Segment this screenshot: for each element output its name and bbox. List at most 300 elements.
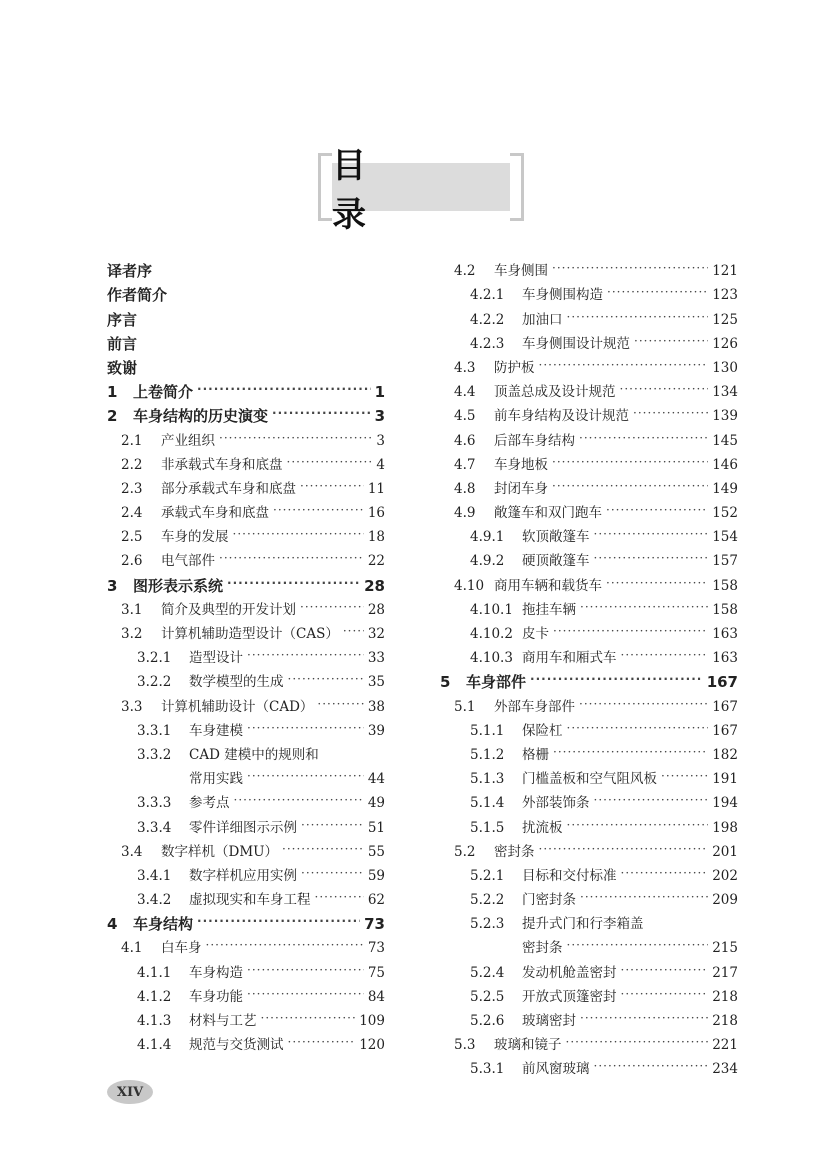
- toc-entry-number: 4.6: [454, 432, 476, 449]
- dot-leader: [288, 1033, 356, 1051]
- dot-leader: [247, 719, 364, 737]
- toc-entry-number: 4.2.2: [470, 311, 505, 328]
- toc-entry[interactable]: [107, 957, 385, 981]
- dot-leader: [580, 888, 708, 906]
- toc-entry[interactable]: [440, 1030, 738, 1054]
- dot-leader: [661, 767, 708, 785]
- toc-entry-label: 上卷简介: [133, 383, 194, 402]
- toc-entry-label: 软顶敞篷车: [522, 529, 590, 546]
- dot-leader: [606, 501, 708, 519]
- toc-entry-label: 开放式顶篷密封: [522, 988, 617, 1005]
- dot-leader: [621, 961, 709, 979]
- toc-entry-page: 202: [712, 867, 738, 884]
- toc-entry-number: 4.1.2: [137, 988, 172, 1005]
- toc-entry-label: 扰流板: [522, 819, 563, 836]
- toc-entry-label: 加油口: [522, 311, 563, 328]
- toc-entry[interactable]: [440, 957, 738, 981]
- toc-entry[interactable]: [440, 522, 738, 546]
- toc-title-frame: [318, 146, 524, 235]
- toc-entry-label: 车身的发展: [161, 529, 229, 546]
- toc-entry-number: 3.4.2: [137, 892, 172, 909]
- dot-leader: [197, 912, 360, 930]
- toc-entry-number: 4.9.2: [470, 553, 505, 570]
- toc-entry[interactable]: [440, 909, 738, 933]
- toc-entry-number: 2.2: [121, 456, 143, 473]
- toc-entry-number: 3.3: [121, 698, 143, 715]
- toc-entry-number: 4.3: [454, 359, 476, 376]
- toc-entry-number: 4.8: [454, 480, 476, 497]
- toc-entry-page: 44: [367, 771, 385, 788]
- toc-entry[interactable]: [107, 619, 385, 643]
- toc-entry-label: 规范与交货测试: [189, 1037, 284, 1054]
- dot-leader: [594, 549, 709, 567]
- toc-entry-number: 5.3.1: [470, 1061, 505, 1078]
- toc-entry-page: 16: [367, 505, 385, 522]
- toc-entry-number: 4.10: [454, 577, 485, 594]
- toc-entry-number: 2.4: [121, 505, 143, 522]
- toc-entry-label: 密封条: [494, 843, 535, 860]
- toc-entry-page: 62: [367, 892, 385, 909]
- toc-entry-label: 造型设计: [189, 650, 243, 667]
- toc-entry-label: 图形表示系统: [133, 576, 224, 595]
- toc-entry-number: 2: [107, 407, 118, 426]
- dot-leader: [247, 961, 364, 979]
- toc-entry-label: 后部车身结构: [494, 432, 575, 449]
- toc-entry-label: 硬顶敞篷车: [522, 553, 590, 570]
- toc-entry-label: 顶盖总成及设计规范: [494, 384, 616, 401]
- toc-entry[interactable]: [107, 764, 385, 788]
- toc-entry-label: 门槛盖板和空气阻风板: [522, 771, 657, 788]
- toc-entry[interactable]: [440, 837, 738, 861]
- toc-entry-page: 215: [712, 940, 738, 957]
- toc-entry-page: 55: [367, 843, 385, 860]
- toc-entry-label: 车身侧围: [494, 263, 548, 280]
- dot-leader: [552, 477, 708, 495]
- toc-entry[interactable]: [440, 1054, 738, 1078]
- toc-entry-page: 39: [367, 722, 385, 739]
- toc-entry-number: 5.1.1: [470, 722, 505, 739]
- toc-entry[interactable]: [107, 329, 385, 353]
- toc-entry-page: 134: [712, 384, 738, 401]
- toc-entry-number: 3.4: [121, 843, 143, 860]
- dot-leader: [567, 936, 709, 954]
- toc-entry-page: 167: [712, 722, 738, 739]
- toc-entry-label: 密封条: [522, 940, 563, 957]
- toc-entry-label: 车身构造: [189, 964, 243, 981]
- toc-entry-page: 221: [712, 1037, 738, 1054]
- dot-leader: [621, 864, 709, 882]
- toc-entry-label: 白车身: [161, 940, 202, 957]
- toc-entry[interactable]: [107, 1030, 385, 1054]
- toc-entry-label: 承载式车身和底盘: [161, 505, 269, 522]
- toc-entry[interactable]: [107, 280, 385, 304]
- toc-entry[interactable]: [440, 716, 738, 740]
- toc-entry-number: 5.1.5: [470, 819, 505, 836]
- toc-entry-number: 4.9.1: [470, 529, 505, 546]
- dot-leader: [553, 743, 708, 761]
- toc-entry-label: 拖挂车辆: [522, 601, 576, 618]
- toc-entry-page: 139: [712, 408, 738, 425]
- toc-entry-page: 182: [712, 746, 738, 763]
- toc-entry-number: 2.1: [121, 432, 143, 449]
- toc-entry-number: 4.7: [454, 456, 476, 473]
- toc-entry-number: 5.2.2: [470, 892, 505, 909]
- dot-leader: [206, 936, 364, 954]
- dot-leader: [219, 429, 372, 447]
- dot-leader: [219, 549, 364, 567]
- dot-leader: [300, 477, 364, 495]
- toc-entry[interactable]: [107, 377, 385, 401]
- toc-entry-number: 1: [107, 383, 118, 402]
- toc-entry-label: 玻璃和镜子: [494, 1037, 562, 1054]
- dot-leader: [594, 525, 709, 543]
- toc-entry[interactable]: [107, 691, 385, 715]
- toc-entry-label: 数字样机应用实例: [189, 867, 297, 884]
- toc-entry[interactable]: [107, 522, 385, 546]
- toc-entry[interactable]: [440, 474, 738, 498]
- toc-entry-number: 4.5: [454, 408, 476, 425]
- dot-leader: [621, 985, 709, 1003]
- toc-entry[interactable]: [440, 764, 738, 788]
- toc-entry-label: 产业组织: [161, 432, 215, 449]
- toc-entry-label: 计算机辅助设计（CAD）: [161, 698, 314, 715]
- dot-leader: [539, 840, 709, 858]
- dot-leader: [579, 429, 708, 447]
- toc-entry-page: 4: [376, 456, 385, 473]
- dot-leader: [288, 670, 364, 688]
- toc-entry-label: 零件详细图示示例: [189, 819, 297, 836]
- toc-entry-page: 18: [367, 529, 385, 546]
- toc-entry-label: 数学模型的生成: [189, 674, 284, 691]
- toc-entry-number: 5.2: [454, 843, 476, 860]
- toc-entry[interactable]: [440, 546, 738, 570]
- toc-entry-number: 3.2: [121, 626, 143, 642]
- toc-entry-page: 51: [367, 819, 385, 836]
- dot-leader: [197, 380, 371, 398]
- toc-entry-page: 1: [374, 383, 385, 402]
- toc-entry-label: 车身功能: [189, 988, 243, 1005]
- toc-entry-page: 234: [712, 1061, 738, 1078]
- dot-leader: [620, 380, 709, 398]
- toc-entry-page: 3: [374, 407, 385, 426]
- toc-entry-label: 封闭车身: [494, 480, 548, 497]
- toc-entry[interactable]: [440, 643, 738, 667]
- toc-entry[interactable]: [440, 329, 738, 353]
- dot-leader: [539, 356, 709, 374]
- toc-entry-label: 皮卡: [522, 626, 549, 642]
- toc-entry-page: 154: [712, 529, 738, 546]
- toc-entry-page: 75: [367, 964, 385, 981]
- toc-entry-label: 车身建模: [189, 722, 243, 739]
- toc-entry-page: 22: [367, 553, 385, 570]
- toc-entry[interactable]: [107, 570, 385, 594]
- toc-entry-page: 38: [367, 698, 385, 715]
- toc-entry-label: 商用车和厢式车: [522, 650, 617, 667]
- toc-entry-label: 虚拟现实和车身工程: [189, 892, 311, 909]
- toc-entry[interactable]: [107, 498, 385, 522]
- toc-entry-page: 149: [712, 480, 738, 497]
- toc-entry-page: 218: [712, 988, 738, 1005]
- dot-leader: [343, 622, 364, 640]
- toc-entry-label: 作者简介: [107, 286, 168, 305]
- dot-leader: [247, 767, 364, 785]
- dot-leader: [301, 864, 364, 882]
- toc-entry-number: 5.2.5: [470, 988, 505, 1005]
- toc-entry-label: 译者序: [107, 262, 153, 281]
- toc-entry-page: 209: [712, 892, 738, 909]
- toc-entry-page: 167: [706, 673, 738, 692]
- toc-entry[interactable]: [440, 667, 738, 691]
- toc-entry-label: 目标和交付标准: [522, 867, 617, 884]
- toc-entry-label: 前言: [107, 334, 138, 353]
- toc-entry[interactable]: [107, 885, 385, 909]
- toc-entry-page: 217: [712, 964, 738, 981]
- dot-leader: [579, 695, 708, 713]
- toc-entry-label: 电气部件: [161, 553, 215, 570]
- toc-entry-page: 59: [367, 867, 385, 884]
- toc-entry-number: 3.2.2: [137, 674, 172, 691]
- toc-entry-number: 3.3.2: [137, 746, 172, 763]
- toc-entry[interactable]: [440, 812, 738, 836]
- toc-entry-page: 146: [712, 456, 738, 473]
- toc-entry[interactable]: [107, 861, 385, 885]
- toc-entry-label: 车身部件: [466, 673, 527, 692]
- dot-leader: [287, 453, 373, 471]
- toc-entry-label: 前车身结构及设计规范: [494, 408, 629, 425]
- toc-entry-page: 28: [367, 601, 385, 618]
- toc-entry[interactable]: [440, 933, 738, 957]
- toc-entry-number: 5.1: [454, 698, 476, 715]
- toc-entry[interactable]: [440, 450, 738, 474]
- toc-entry-label: 提升式门和行李箱盖: [522, 916, 644, 933]
- toc-entry-page: 109: [359, 1013, 385, 1029]
- toc-entry[interactable]: [440, 1006, 738, 1030]
- toc-entry-number: 3.3.1: [137, 722, 172, 739]
- toc-entry-page: 201: [712, 843, 738, 860]
- toc-entry-number: 4.9: [454, 505, 476, 522]
- toc-entry-number: 4.10.2: [470, 626, 513, 642]
- toc-entry-number: 5.2.6: [470, 1013, 505, 1029]
- toc-entry[interactable]: [440, 788, 738, 812]
- toc-entry[interactable]: [107, 401, 385, 425]
- toc-entry[interactable]: [107, 546, 385, 570]
- toc-entry-number: 4: [107, 915, 118, 934]
- toc-entry-label: 外部装饰条: [522, 795, 590, 812]
- toc-entry-page: 121: [712, 263, 738, 280]
- toc-entry[interactable]: [440, 498, 738, 522]
- toc-entry-label: CAD 建模中的规则和: [189, 746, 319, 763]
- toc-entry-page: 120: [359, 1037, 385, 1054]
- toc-entry-number: 3.3.3: [137, 795, 172, 812]
- dot-leader: [273, 501, 364, 519]
- toc-entry-number: 3.4.1: [137, 867, 172, 884]
- toc-entry[interactable]: [107, 595, 385, 619]
- dot-leader: [567, 308, 709, 326]
- toc-entry-page: 167: [712, 698, 738, 715]
- dot-leader: [567, 816, 709, 834]
- toc-entry-number: 5: [440, 673, 451, 692]
- dot-leader: [530, 670, 703, 688]
- toc-entry-number: 4.10.3: [470, 650, 513, 667]
- dot-leader: [301, 816, 364, 834]
- toc-entry-label: 格栅: [522, 746, 549, 763]
- toc-entry-number: 4.10.1: [470, 601, 513, 618]
- toc-entry[interactable]: [440, 401, 738, 425]
- toc-entry-label: 车身侧围设计规范: [522, 335, 630, 352]
- toc-entry-label: 常用实践: [189, 771, 243, 788]
- toc-entry[interactable]: [107, 1006, 385, 1030]
- page-number-badge: [107, 1080, 153, 1104]
- toc-entry-page: 194: [712, 795, 738, 812]
- toc-entry-number: 4.2.1: [470, 287, 505, 304]
- toc-entry-page: 73: [364, 915, 385, 934]
- toc-entry[interactable]: [107, 256, 385, 280]
- toc-entry[interactable]: [440, 377, 738, 401]
- toc-entry-number: 3.1: [121, 601, 143, 618]
- toc-entry-page: 3: [376, 432, 385, 449]
- dot-leader: [606, 574, 708, 592]
- toc-entry[interactable]: [107, 716, 385, 740]
- toc-entry-number: 4.1.4: [137, 1037, 172, 1054]
- toc-entry[interactable]: [107, 667, 385, 691]
- toc-entry-label: 玻璃密封: [522, 1013, 576, 1029]
- toc-entry-number: 2.6: [121, 553, 143, 570]
- toc-column-right: [440, 256, 738, 1078]
- page-title: 目 录: [332, 146, 424, 235]
- dot-leader: [633, 404, 708, 422]
- toc-entry-label: 防护板: [494, 359, 535, 376]
- page-number: XIV: [116, 1084, 144, 1100]
- dot-leader: [580, 1009, 708, 1027]
- toc-entry[interactable]: [107, 643, 385, 667]
- toc-entry-page: 218: [712, 1013, 738, 1029]
- dot-leader: [233, 525, 364, 543]
- dot-leader: [552, 259, 708, 277]
- toc-entry[interactable]: [107, 909, 385, 933]
- toc-entry-label: 外部车身部件: [494, 698, 575, 715]
- dot-leader: [552, 453, 708, 471]
- toc-entry-number: 4.1.1: [137, 964, 172, 981]
- dot-leader: [247, 646, 364, 664]
- toc-entry-number: 4.2.3: [470, 335, 505, 352]
- toc-entry-page: 152: [712, 505, 738, 522]
- toc-entry-page: 125: [712, 311, 738, 328]
- toc-entry-label: 车身侧围构造: [522, 287, 603, 304]
- dot-leader: [315, 888, 364, 906]
- dot-leader: [594, 1057, 709, 1075]
- toc-entry-page: 33: [367, 650, 385, 667]
- toc-entry-number: 5.1.3: [470, 771, 505, 788]
- toc-entry-label: 序言: [107, 310, 138, 329]
- toc-entry[interactable]: [440, 691, 738, 715]
- toc-entry[interactable]: [107, 353, 385, 377]
- dot-leader: [261, 1009, 356, 1027]
- toc-entry-label: 商用车辆和载货车: [494, 577, 602, 594]
- dot-leader: [300, 598, 364, 616]
- toc-entry[interactable]: [440, 885, 738, 909]
- toc-entry-page: 158: [712, 577, 738, 594]
- toc-entry-label: 车身地板: [494, 456, 548, 473]
- toc-entry-label: 前风窗玻璃: [522, 1061, 590, 1078]
- toc-entry[interactable]: [440, 570, 738, 594]
- toc-entry-page: 123: [712, 287, 738, 304]
- toc-entry[interactable]: [107, 933, 385, 957]
- toc-entry[interactable]: [440, 982, 738, 1006]
- dot-leader: [594, 791, 709, 809]
- toc-entry-label: 发动机舱盖密封: [522, 964, 617, 981]
- toc-entry-page: 11: [367, 480, 385, 497]
- toc-entry-number: 3: [107, 576, 118, 595]
- toc-entry-page: 158: [712, 601, 738, 618]
- toc-entry[interactable]: [107, 982, 385, 1006]
- dot-leader: [553, 622, 708, 640]
- toc-entry[interactable]: [107, 740, 385, 764]
- toc-entry-label: 致谢: [107, 358, 138, 377]
- toc-entry-number: 4.2: [454, 263, 476, 280]
- toc-entry[interactable]: [107, 304, 385, 328]
- title-box: [332, 146, 510, 235]
- toc-entry[interactable]: [440, 861, 738, 885]
- toc-entry-page: 163: [712, 650, 738, 667]
- dot-leader: [247, 985, 364, 1003]
- toc-entry-label: 门密封条: [522, 892, 576, 909]
- toc-entry-number: 5.2.4: [470, 964, 505, 981]
- toc-entry-page: 145: [712, 432, 738, 449]
- dot-leader: [621, 646, 709, 664]
- toc-entry-number: 5.3: [454, 1037, 476, 1054]
- dot-leader: [317, 695, 363, 713]
- toc-entry-number: 4.1: [121, 940, 143, 957]
- toc-entry-number: 4.1.3: [137, 1013, 172, 1029]
- toc-entry-page: 73: [367, 940, 385, 957]
- toc-entry[interactable]: [107, 474, 385, 498]
- toc-entry-number: 5.2.3: [470, 916, 505, 933]
- toc-entry[interactable]: [440, 256, 738, 280]
- toc-entry-label: 车身结构的历史演变: [133, 407, 269, 426]
- toc-entry[interactable]: [107, 812, 385, 836]
- toc-entry-label: 非承载式车身和底盘: [161, 456, 283, 473]
- dot-leader: [634, 332, 708, 350]
- toc-entry-page: 28: [364, 576, 385, 595]
- toc-entry-page: 84: [367, 988, 385, 1005]
- toc-entry[interactable]: [440, 280, 738, 304]
- toc-entry[interactable]: [107, 788, 385, 812]
- dot-leader: [227, 574, 360, 592]
- toc-entry[interactable]: [440, 619, 738, 643]
- toc-entry-label: 参考点: [189, 795, 230, 812]
- toc-entry[interactable]: [107, 425, 385, 449]
- dot-leader: [566, 1033, 709, 1051]
- toc-entry-number: 3.2.1: [137, 650, 172, 667]
- toc-entry[interactable]: [440, 353, 738, 377]
- toc-entry-page: 198: [712, 819, 738, 836]
- toc-entry-page: 191: [712, 771, 738, 788]
- toc-entry[interactable]: [440, 304, 738, 328]
- toc-entry-page: 49: [367, 795, 385, 812]
- toc-entry[interactable]: [440, 425, 738, 449]
- dot-leader: [234, 791, 364, 809]
- toc-entry[interactable]: [440, 740, 738, 764]
- toc-entry[interactable]: [440, 595, 738, 619]
- toc-entry-label: 计算机辅助造型设计（CAS）: [161, 626, 339, 642]
- toc-entry-number: 5.1.2: [470, 746, 505, 763]
- toc-entry[interactable]: [107, 450, 385, 474]
- dot-leader: [567, 719, 709, 737]
- title-bracket-left: [318, 153, 332, 221]
- dot-leader: [607, 283, 708, 301]
- toc-entry-label: 部分承载式车身和底盘: [161, 480, 296, 497]
- toc-entry[interactable]: [107, 837, 385, 861]
